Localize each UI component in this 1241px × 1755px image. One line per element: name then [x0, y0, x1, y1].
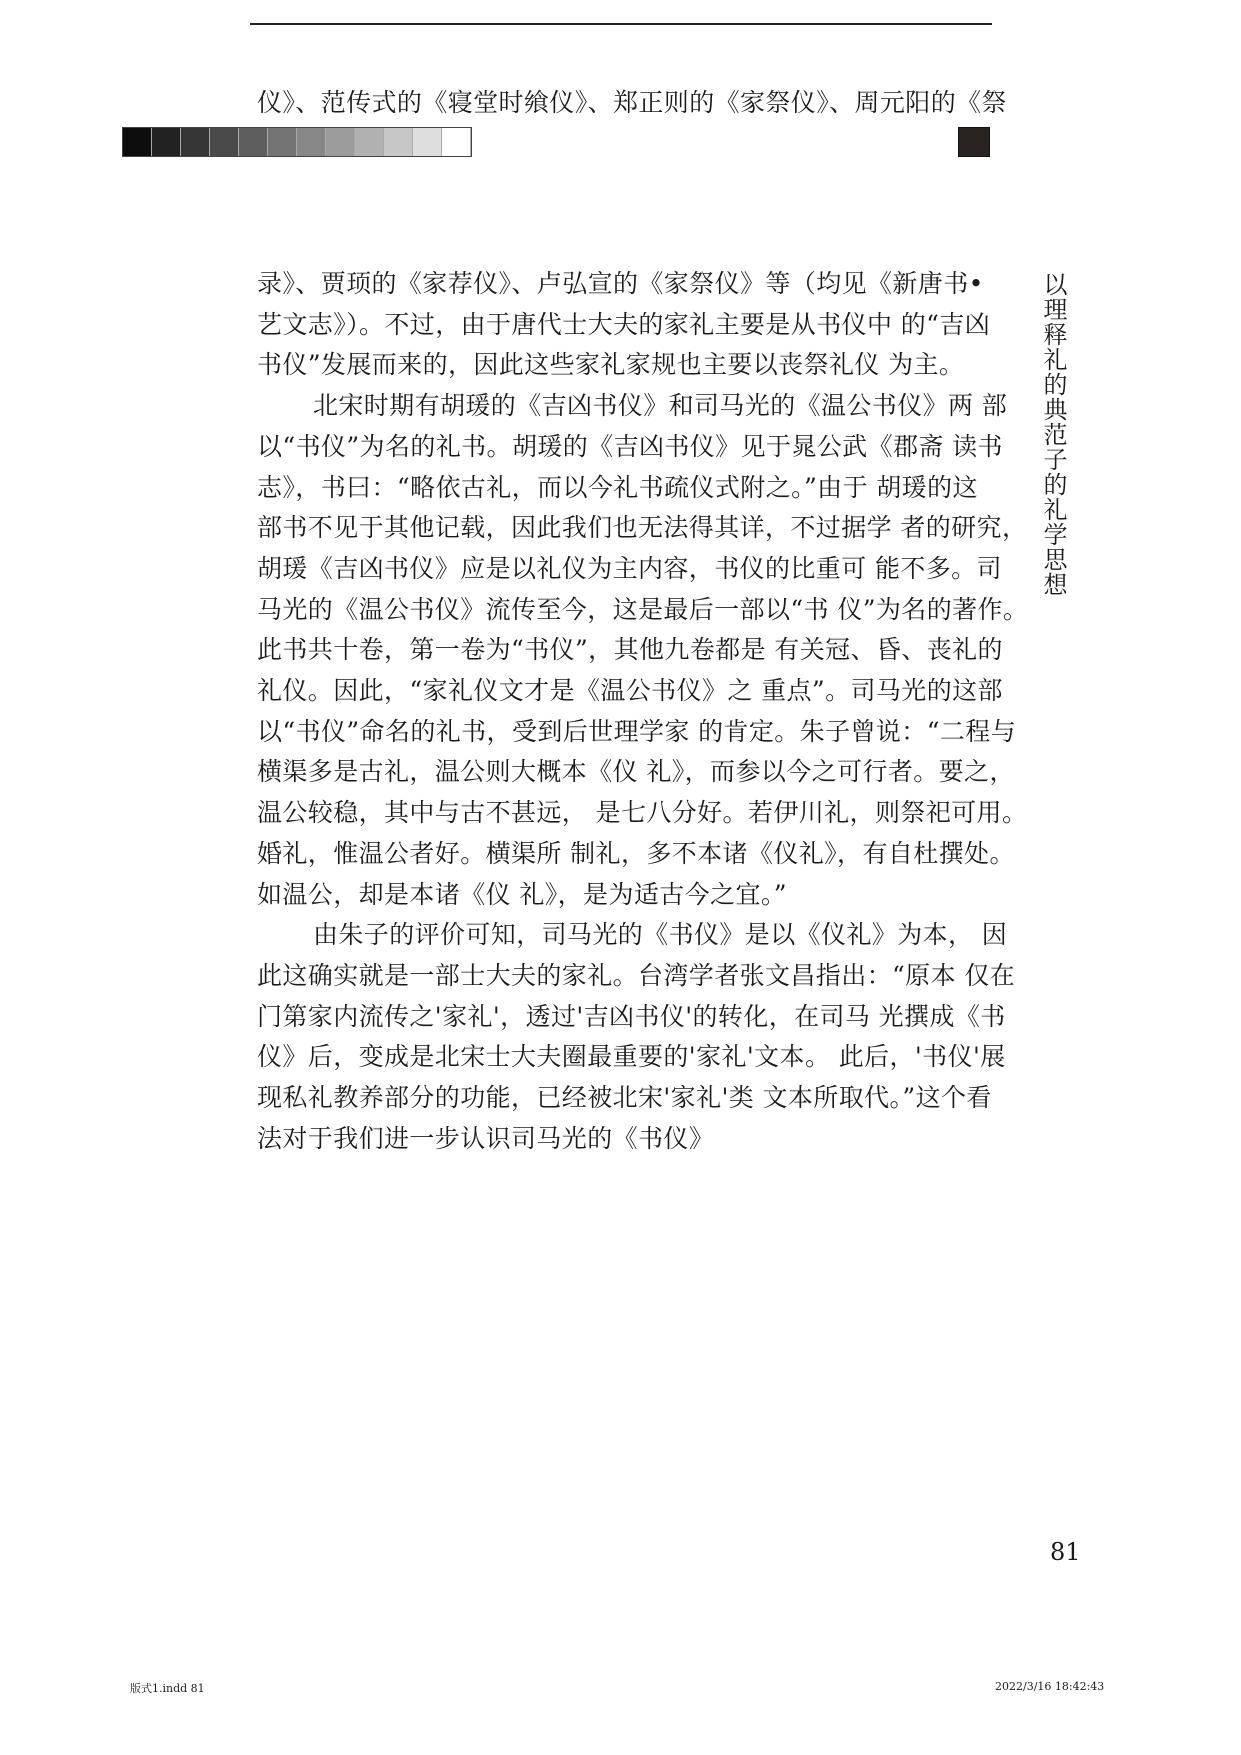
grayscale-swatch	[355, 128, 384, 156]
body-text-line: 书仪”发展而来的，因此这些家礼家规也主要以丧祭礼仪 为主。	[257, 350, 965, 379]
body-text-line: 如温公，却是本诸《仪 礼》，是为适古今之宜。”	[257, 880, 787, 909]
body-text-line: 北宋时期有胡瑗的《吉凶书仪》和司马光的《温公书仪》两 部	[313, 391, 1008, 420]
running-side-title: 以理释礼的典范子的礼学思想	[1039, 272, 1067, 597]
body-text-line: 志》，书曰：“略依古礼，而以今礼书疏仪式附之。”由于 胡瑗的这	[257, 473, 978, 502]
grayscale-swatch	[326, 128, 355, 156]
footer-file-info: 版式1.indd 81	[130, 1682, 205, 1695]
body-text-line: 马光的《温公书仪》流传至今，这是最后一部以“书 仪”为名的著作。	[257, 595, 1029, 624]
top-rule	[250, 23, 992, 25]
body-text-line: 法对于我们进一步认识司马光的《书仪》	[257, 1124, 715, 1153]
body-text-line: 以“书仪”命名的礼书，受到后世理学家 的肯定。朱子曾说：“二程与	[257, 717, 1017, 746]
grayscale-swatch	[297, 128, 326, 156]
grayscale-swatch	[123, 128, 152, 156]
body-text-line: 部书不见于其他记载，因此我们也无法得其详，不过据学 者的研究，	[257, 513, 1028, 542]
body-text-line: 婚礼，惟温公者好。横渠所 制礼，多不本诸《仪礼》，有自杜撰处。	[257, 839, 1015, 868]
registration-mark	[958, 127, 990, 157]
grayscale-swatch	[181, 128, 210, 156]
body-text-line: 此书共十卷，第一卷为“书仪”，其他九卷都是 有关冠、昏、丧礼的	[257, 635, 1003, 664]
footer-timestamp: 2022/3/16 18:42:43	[995, 1680, 1105, 1693]
grayscale-swatch	[268, 128, 297, 156]
body-text-line: 温公较稳，其中与古不甚远， 是七八分好。若伊川礼，则祭祀可用。	[257, 798, 1028, 827]
header-text-line: 仪》、范传式的《寝堂时飨仪》、郑正则的《家祭仪》、周元阳的《祭	[257, 88, 1007, 117]
body-text-line: 此这确实就是一部士大夫的家礼。台湾学者张文昌指出：“原本 仅在	[257, 961, 1016, 990]
grayscale-swatch	[413, 128, 442, 156]
body-text-line: 门第家内流传之'家礼'，透过'吉凶书仪'的转化，在司马 光撰成《书	[257, 1002, 1006, 1031]
grayscale-swatch	[239, 128, 268, 156]
body-text-line: 艺文志》）。不过，由于唐代士大夫的家礼主要是从书仪中 的“吉凶	[257, 310, 991, 339]
grayscale-calibration-bar	[122, 127, 472, 157]
body-text-line: 礼仪。因此，“家礼仪文才是《温公书仪》之 重点”。司马光的这部	[257, 676, 1003, 705]
grayscale-swatch	[152, 128, 181, 156]
grayscale-swatch	[442, 128, 471, 156]
body-text-line: 胡瑗《吉凶书仪》应是以礼仪为主内容，书仪的比重可 能不多。司	[257, 554, 1002, 583]
page-number: 81	[1050, 1538, 1081, 1566]
body-text-line: 现私礼教养部分的功能，已经被北宋'家礼'类 文本所取代。”这个看	[257, 1083, 992, 1112]
body-text-line: 由朱子的评价可知，司马光的《书仪》是以《仪礼》为本， 因	[313, 920, 1008, 949]
grayscale-swatch	[210, 128, 239, 156]
body-text-line: 仪》后，变成是北宋士大夫圈最重要的'家礼'文本。 此后，'书仪'展	[257, 1042, 1006, 1071]
grayscale-swatch	[384, 128, 413, 156]
body-text-line: 以“书仪”为名的礼书。胡瑗的《吉凶书仪》见于晁公武《郡斋 读书	[257, 432, 1003, 461]
body-text-line: 横渠多是古礼，温公则大概本《仪 礼》，而参以今之可行者。要之，	[257, 757, 1015, 786]
body-text-line: 录》、贾顼的《家荐仪》、卢弘宣的《家祭仪》等（均见《新唐书•	[257, 269, 984, 298]
